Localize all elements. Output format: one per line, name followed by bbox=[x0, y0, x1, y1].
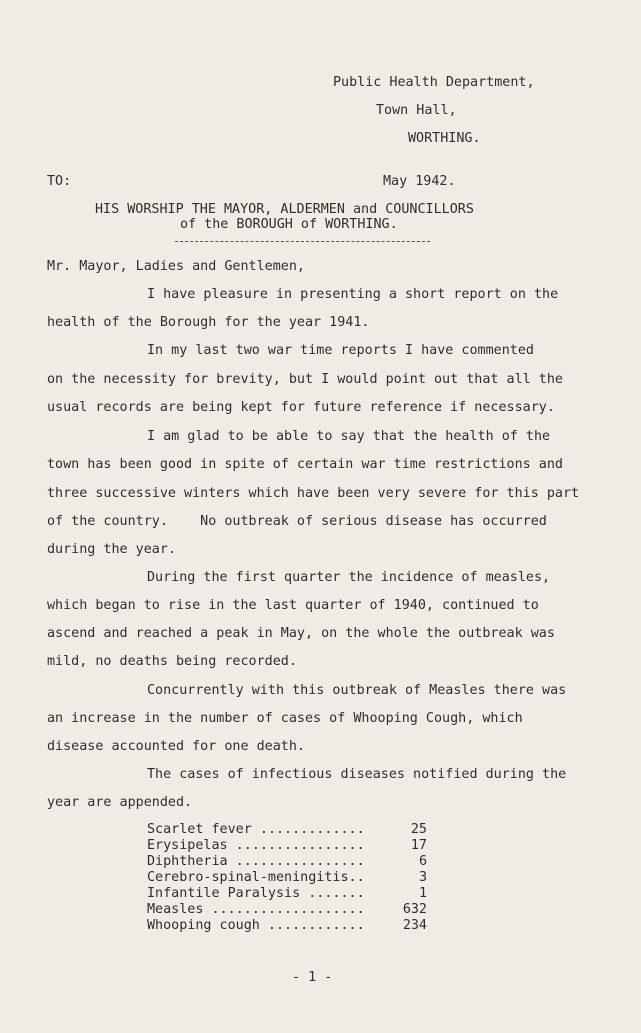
table-row bbox=[147, 870, 427, 886]
disease-count: 1 bbox=[418, 886, 427, 901]
body-line: of the country. No outbreak of serious disease has occurred bbox=[47, 514, 547, 529]
disease-name: Whooping cough ............ bbox=[147, 918, 365, 933]
body-line: mild, no deaths being recorded. bbox=[47, 654, 297, 669]
body-line: year are appended. bbox=[47, 795, 193, 810]
disease-name: Erysipelas ................ bbox=[147, 838, 365, 853]
department-line: Public Health Department, bbox=[333, 75, 535, 90]
salutation: Mr. Mayor, Ladies and Gentlemen, bbox=[47, 259, 305, 274]
table-row bbox=[147, 822, 427, 838]
body-line: I have pleasure in presenting a short report on the bbox=[147, 287, 559, 302]
body-line: usual records are being kept for future reference if necessary. bbox=[47, 400, 555, 415]
page-number: - 1 - bbox=[292, 970, 333, 985]
body-line: during the year. bbox=[47, 542, 176, 557]
disease-count: 25 bbox=[410, 822, 427, 837]
report-date: May 1942. bbox=[383, 174, 456, 189]
disease-count: 6 bbox=[418, 854, 427, 869]
body-line: I am glad to be able to say that the health of the bbox=[147, 429, 551, 444]
disease-name: Measles ................... bbox=[147, 902, 365, 917]
disease-name: Scarlet fever ............. bbox=[147, 822, 365, 837]
body-line: The cases of infectious diseases notified during the bbox=[147, 767, 567, 782]
body-line: which began to rise in the last quarter of 1940, continued to bbox=[47, 598, 539, 613]
addressee-line-1: HIS WORSHIP THE MAYOR, ALDERMEN and COUNCILLORS bbox=[95, 202, 474, 217]
body-line: health of the Borough for the year 1941. bbox=[47, 315, 370, 330]
table-row bbox=[147, 886, 427, 902]
town-line: WORTHING. bbox=[408, 131, 481, 146]
divider-rule bbox=[175, 241, 430, 242]
body-line: ascend and reached a peak in May, on the whole the outbreak was bbox=[47, 626, 555, 641]
to-label: TO: bbox=[47, 174, 72, 189]
body-line: town has been good in spite of certain war time restrictions and bbox=[47, 457, 563, 472]
addressee-line-2: of the BOROUGH of WORTHING. bbox=[180, 217, 398, 232]
disease-count: 234 bbox=[402, 918, 427, 933]
disease-name: Cerebro-spinal-meningitis.. bbox=[147, 870, 365, 885]
table-row bbox=[147, 838, 427, 854]
disease-name: Diphtheria ................ bbox=[147, 854, 365, 869]
disease-name: Infantile Paralysis ....... bbox=[147, 886, 365, 901]
disease-count: 632 bbox=[402, 902, 427, 917]
disease-count: 17 bbox=[410, 838, 427, 853]
body-line: Concurrently with this outbreak of Measles there was bbox=[147, 683, 567, 698]
table-row bbox=[147, 854, 427, 870]
disease-table bbox=[147, 822, 427, 934]
body-line: an increase in the number of cases of Whooping Cough, which bbox=[47, 711, 523, 726]
town-hall-line: Town Hall, bbox=[376, 103, 457, 118]
body-line: on the necessity for brevity, but I would point out that all the bbox=[47, 372, 563, 387]
body-line: three successive winters which have been very severe for this part bbox=[47, 486, 580, 501]
body-line: disease accounted for one death. bbox=[47, 739, 305, 754]
body-line: During the first quarter the incidence of measles, bbox=[147, 570, 551, 585]
body-line: In my last two war time reports I have commented bbox=[147, 343, 534, 358]
table-row bbox=[147, 918, 427, 934]
disease-count: 3 bbox=[418, 870, 427, 885]
table-row bbox=[147, 902, 427, 918]
